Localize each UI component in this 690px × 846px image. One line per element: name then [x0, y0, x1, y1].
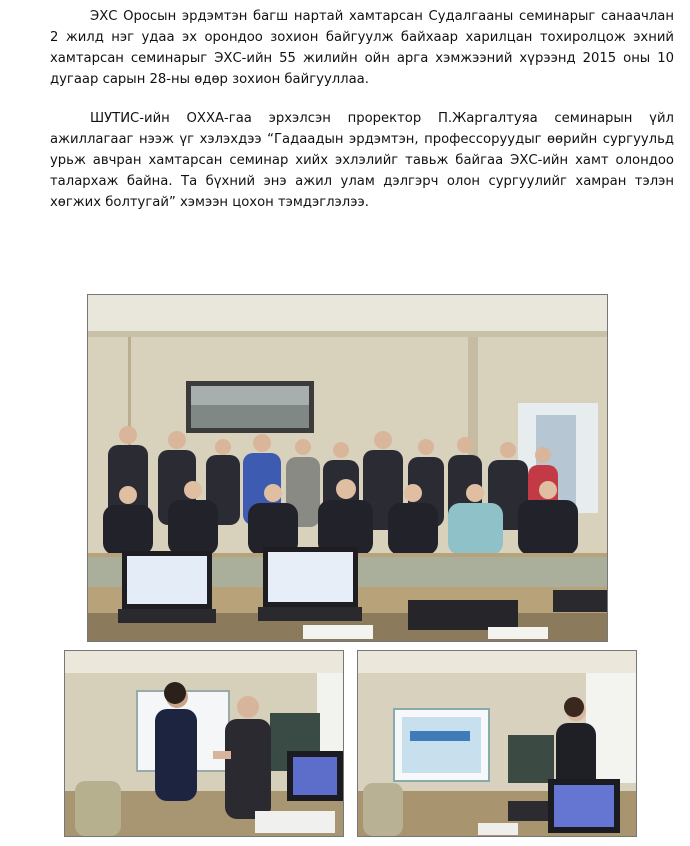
paragraph-prorector-speech: ШУТИС-ийн ОХХА-гаа эрхэлсэн проректор П.Жаргалтуяа семинарын үйл ажиллагааг нээж үг хэлэхдээ “Гадаадын эрдэмтэн, профессоруудыг өөрийн сургуульд урьж авчран хамтарсан семинар хийх эхлэлийг тавьж байгаа ЭХС-ийн хамт олондоо талархаж байна. Та бүхний энэ ажил улам дэлгэрч олон сургуулийг хамран тэлэн хөгжих болтугай” хэмээн цохон тэмдэглэлээ. — [50, 111, 674, 210]
handshake-photo — [64, 650, 344, 837]
group-photo — [87, 294, 608, 642]
presentation-photo — [357, 650, 637, 837]
paragraph-seminar-intro: ЭХС Оросын эрдэмтэн багш нартай хамтарсан Судалгааны семинарыг санаачлан 2 жилд нэг удаа эх орондоо зохион байгуулж байхаар харилцан тохиролцож эхний хамтарсан семинарыг ЭХС-ийн 55 жилийн ойн арга хэмжээний хүрээнд 2015 оны 10 дугаар сарын 28-ны өдөр зохион байгууллаа. — [50, 9, 674, 87]
